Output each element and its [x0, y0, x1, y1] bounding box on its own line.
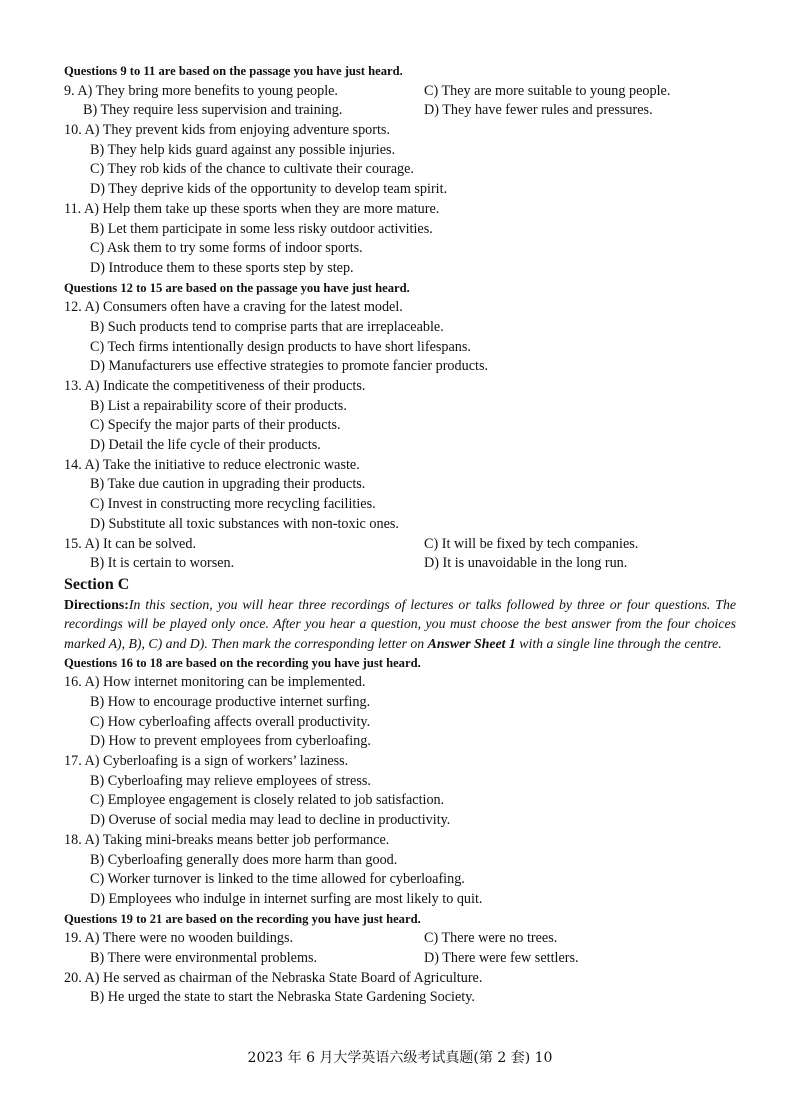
q20-option-a: 20. A) He served as chairman of the Nebraska State Board of Agriculture.: [64, 969, 483, 986]
q16-option-d: D) How to prevent employees from cyberloafing.: [90, 733, 371, 750]
q18-option-d: D) Employees who indulge in internet surfing are most likely to quit.: [90, 890, 483, 907]
q9-option-a: 9. A) They bring more benefits to young people.: [64, 82, 338, 99]
q10-option-b: B) They help kids guard against any possible injuries.: [90, 141, 396, 158]
q11-option-b: B) Let them participate in some less risky outdoor activities.: [90, 220, 433, 237]
q14-option-a: 14. A) Take the initiative to reduce electronic waste.: [64, 456, 360, 473]
q12-option-b: B) Such products tend to comprise parts that are irreplaceable.: [90, 318, 444, 335]
q12-option-d: D) Manufacturers use effective strategies to promote fancier products.: [90, 358, 489, 375]
q13-option-c: C) Specify the major parts of their products.: [90, 417, 341, 434]
q15-option-c: C) It will be fixed by tech companies.: [424, 535, 639, 552]
q19-option-c: C) There were no trees.: [424, 930, 558, 947]
page-footer: 2023 年 6 月大学英语六级考试真题(第 2 套) 10: [247, 1050, 553, 1066]
question-9-row-2: [64, 101, 736, 121]
q15-option-d: D) It is unavoidable in the long run.: [424, 555, 628, 572]
q17-option-d: D) Overuse of social media may lead to decline in productivity.: [90, 812, 451, 829]
directions-label: Directions:: [64, 596, 129, 612]
question-group-header: Questions 12 to 15 are based on the passage you have just heard.: [64, 280, 410, 295]
q10-option-d: D) They deprive kids of the opportunity to develop team spirit.: [90, 181, 448, 198]
question-19-row-2: [64, 949, 736, 969]
q19-option-b: B) There were environmental problems.: [90, 949, 318, 966]
question-group-header: Questions 9 to 11 are based on the passage you have just heard.: [64, 64, 403, 78]
question-group-header: Questions 19 to 21 are based on the recording you have just heard.: [64, 911, 421, 926]
q9-option-c: C) They are more suitable to young people.: [424, 82, 671, 99]
q19-option-d: D) There were few settlers.: [424, 949, 579, 966]
q10-option-c: C) They rob kids of the chance to cultivate their courage.: [90, 161, 414, 178]
question-15-row-2: [64, 554, 736, 574]
q12-option-c: C) Tech firms intentionally design products to have short lifespans.: [90, 338, 471, 355]
section-title: Section C: [64, 575, 130, 593]
q11-option-d: D) Introduce them to these sports step by step.: [90, 259, 354, 276]
q9-option-d: D) They have fewer rules and pressures.: [424, 102, 653, 119]
directions-text: In this section, you will hear three recordings of lectures or talks followed by three or four questions. The recordings will be played only once. After you hear a question, you must choose the best answer from the four choices marked A), B), C) and D). Then mark the corresponding letter on: [64, 596, 736, 652]
q13-option-a: 13. A) Indicate the competitiveness of their products.: [64, 378, 366, 394]
q14-option-b: B) Take due caution in upgrading their products.: [90, 476, 366, 493]
q12-option-a: 12. A) Consumers often have a craving for the latest model.: [64, 299, 403, 316]
q17-option-a: 17. A) Cyberloafing is a sign of workers’ laziness.: [64, 753, 349, 770]
q13-option-b: B) List a repairability score of their products.: [90, 397, 347, 414]
q15-option-b: B) It is certain to worsen.: [90, 555, 235, 572]
q16-option-c: C) How cyberloafing affects overall productivity.: [90, 713, 371, 730]
q18-option-c: C) Worker turnover is linked to the time allowed for cyberloafing.: [90, 871, 465, 888]
question-9-row-1: [64, 82, 736, 102]
q10-option-a: 10. A) They prevent kids from enjoying adventure sports.: [64, 122, 390, 139]
question-group-header: Questions 16 to 18 are based on the recording you have just heard.: [64, 655, 421, 670]
exam-page: [64, 62, 736, 1008]
question-19-row-1: [64, 929, 736, 949]
q14-option-d: D) Substitute all toxic substances with non-toxic ones.: [90, 515, 399, 532]
q11-option-c: C) Ask them to try some forms of indoor sports.: [90, 240, 363, 257]
q13-option-d: D) Detail the life cycle of their products.: [90, 437, 321, 454]
directions-text-end: with a single line through the centre.: [519, 636, 722, 652]
q19-option-a: 19. A) There were no wooden buildings.: [64, 930, 294, 947]
q16-option-a: 16. A) How internet monitoring can be implemented.: [64, 674, 366, 691]
directions-answer-sheet: Answer Sheet 1: [427, 636, 516, 652]
q11-option-a: 11. A) Help them take up these sports when they are more mature.: [64, 200, 440, 217]
q18-option-b: B) Cyberloafing generally does more harm than good.: [90, 851, 398, 868]
question-15-row-1: [64, 535, 736, 555]
q18-option-a: 18. A) Taking mini-breaks means better job performance.: [64, 831, 390, 848]
q15-option-a: 15. A) It can be solved.: [64, 535, 196, 552]
q17-option-b: B) Cyberloafing may relieve employees of stress.: [90, 772, 371, 789]
q16-option-b: B) How to encourage productive internet surfing.: [90, 694, 371, 711]
section-directions: [64, 595, 736, 654]
q14-option-c: C) Invest in constructing more recycling facilities.: [90, 496, 376, 513]
q9-option-b: B) They require less supervision and training.: [83, 102, 343, 119]
q20-option-b: B) He urged the state to start the Nebraska State Gardening Society.: [90, 989, 475, 1006]
q17-option-c: C) Employee engagement is closely related to job satisfaction.: [90, 792, 445, 809]
